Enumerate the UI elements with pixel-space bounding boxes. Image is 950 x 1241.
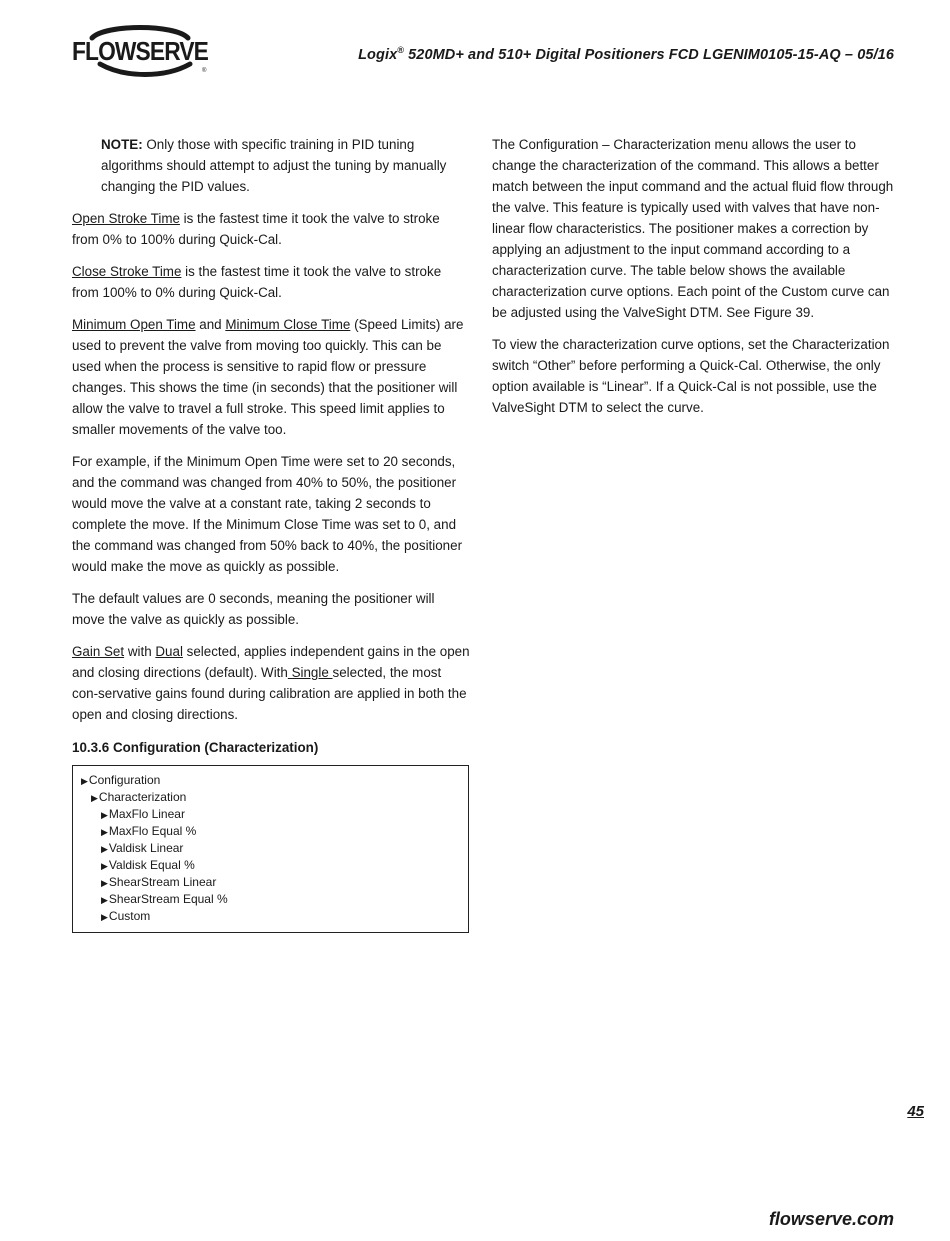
close-stroke-paragraph: Close Stroke Time is the fastest time it took the valve to stroke from 100% to 0% during Quick-Cal. <box>72 264 442 300</box>
triangle-right-icon: ▶ <box>101 895 108 905</box>
min-close-term: Minimum Close Time <box>225 317 351 332</box>
triangle-right-icon: ▶ <box>91 793 98 803</box>
document-title: Logix® 520MD+ and 510+ Digital Positioners FCD LGENIM0105-15-AQ – 05/16 <box>358 45 894 63</box>
section-heading: 10.3.6 Configuration (Characterization) <box>72 740 319 755</box>
open-stroke-term: Open Stroke Time <box>72 211 180 226</box>
triangle-right-icon: ▶ <box>101 912 108 922</box>
menu-item-characterization: ▶Characterization <box>91 790 187 804</box>
min-open-term: Minimum Open Time <box>72 317 196 332</box>
menu-item-configuration: ▶Configuration <box>81 773 161 787</box>
menu-tree-box <box>72 765 469 933</box>
menu-item-curve: ▶MaxFlo Equal % <box>101 824 197 838</box>
default-values-paragraph: The default values are 0 seconds, meaning the positioner will move the valve as quickly as possible. <box>72 591 435 627</box>
single-term: Single <box>287 665 333 680</box>
triangle-right-icon: ▶ <box>101 844 108 854</box>
triangle-right-icon: ▶ <box>101 878 108 888</box>
flowserve-logo <box>70 22 215 78</box>
menu-item-curve: ▶ShearStream Equal % <box>101 892 228 906</box>
characterization-intro-paragraph: The Configuration – Characterization menu allows the user to change the characterization of the command. This allows a better match between the input command and the actual fluid flow through the valve. This feature is typically used with valves that have non-linear flow characteristics. The positioner makes a correction by applying an adjustment to the input command according to a characterization curve. The table below shows the available characterization curve options. Each point of the Custom curve can be adjusted using the ValveSight DTM. See Figure 39. <box>492 137 894 320</box>
menu-item-curve: ▶Custom <box>101 909 151 923</box>
open-stroke-paragraph: Open Stroke Time is the fastest time it took the valve to stroke from 0% to 100% during Quick-Cal. <box>72 211 440 247</box>
right-column <box>492 134 894 429</box>
svg-text:®: ® <box>202 68 207 74</box>
example-paragraph: For example, if the Minimum Open Time were set to 20 seconds, and the command was changed from 40% to 50%, the positioner would move the valve at a constant rate, taking 2 seconds to complete the move. If the Minimum Close Time was set to 0, and the command was changed from 50% back to 40%, the positioner would make the move as quickly as possible. <box>72 454 463 574</box>
close-stroke-term: Close Stroke Time <box>72 264 182 279</box>
menu-item-curve: ▶MaxFlo Linear <box>101 807 185 821</box>
triangle-right-icon: ▶ <box>101 810 108 820</box>
note-paragraph: NOTE: Only those with specific training in PID tuning algorithms should attempt to adjust the tuning by manually changing the PID values. <box>101 137 447 194</box>
menu-item-curve: ▶Valdisk Equal % <box>101 858 195 872</box>
footer-url: flowserve.com <box>768 1209 894 1229</box>
gain-set-paragraph: Gain Set with Dual selected, applies independent gains in the open and closing directions (default). With Single selected, the most con-servative gains found during calibration are applied in both the open and closing directions. <box>72 644 470 722</box>
speed-limits-paragraph: Minimum Open Time and Minimum Close Time (Speed Limits) are used to prevent the valve from moving too quickly. This can be used when the process is sensitive to rapid flow or pressure changes. This shows the time (in seconds) that the positioner will allow the valve to travel a full stroke. This speed limit applies to smaller movements of the valve too. <box>72 317 464 437</box>
menu-item-curve: ▶Valdisk Linear <box>101 841 184 855</box>
triangle-right-icon: ▶ <box>81 776 88 786</box>
menu-item-curve: ▶ShearStream Linear <box>101 875 217 889</box>
gain-set-term: Gain Set <box>72 644 125 659</box>
page-number: 45 <box>907 1103 924 1120</box>
svg-text:FLOWSERVE: FLOWSERVE <box>72 36 209 66</box>
triangle-right-icon: ▶ <box>101 861 108 871</box>
left-column <box>72 134 470 933</box>
dual-term: Dual <box>155 644 183 659</box>
characterization-options-paragraph: To view the characterization curve options, set the Characterization switch “Other” before performing a Quick-Cal. Otherwise, the only option available is “Linear”. If a Quick-Cal is not possible, use the ValveSight DTM to select the curve. <box>492 337 890 415</box>
note-label: NOTE: <box>101 137 143 152</box>
triangle-right-icon: ▶ <box>101 827 108 837</box>
